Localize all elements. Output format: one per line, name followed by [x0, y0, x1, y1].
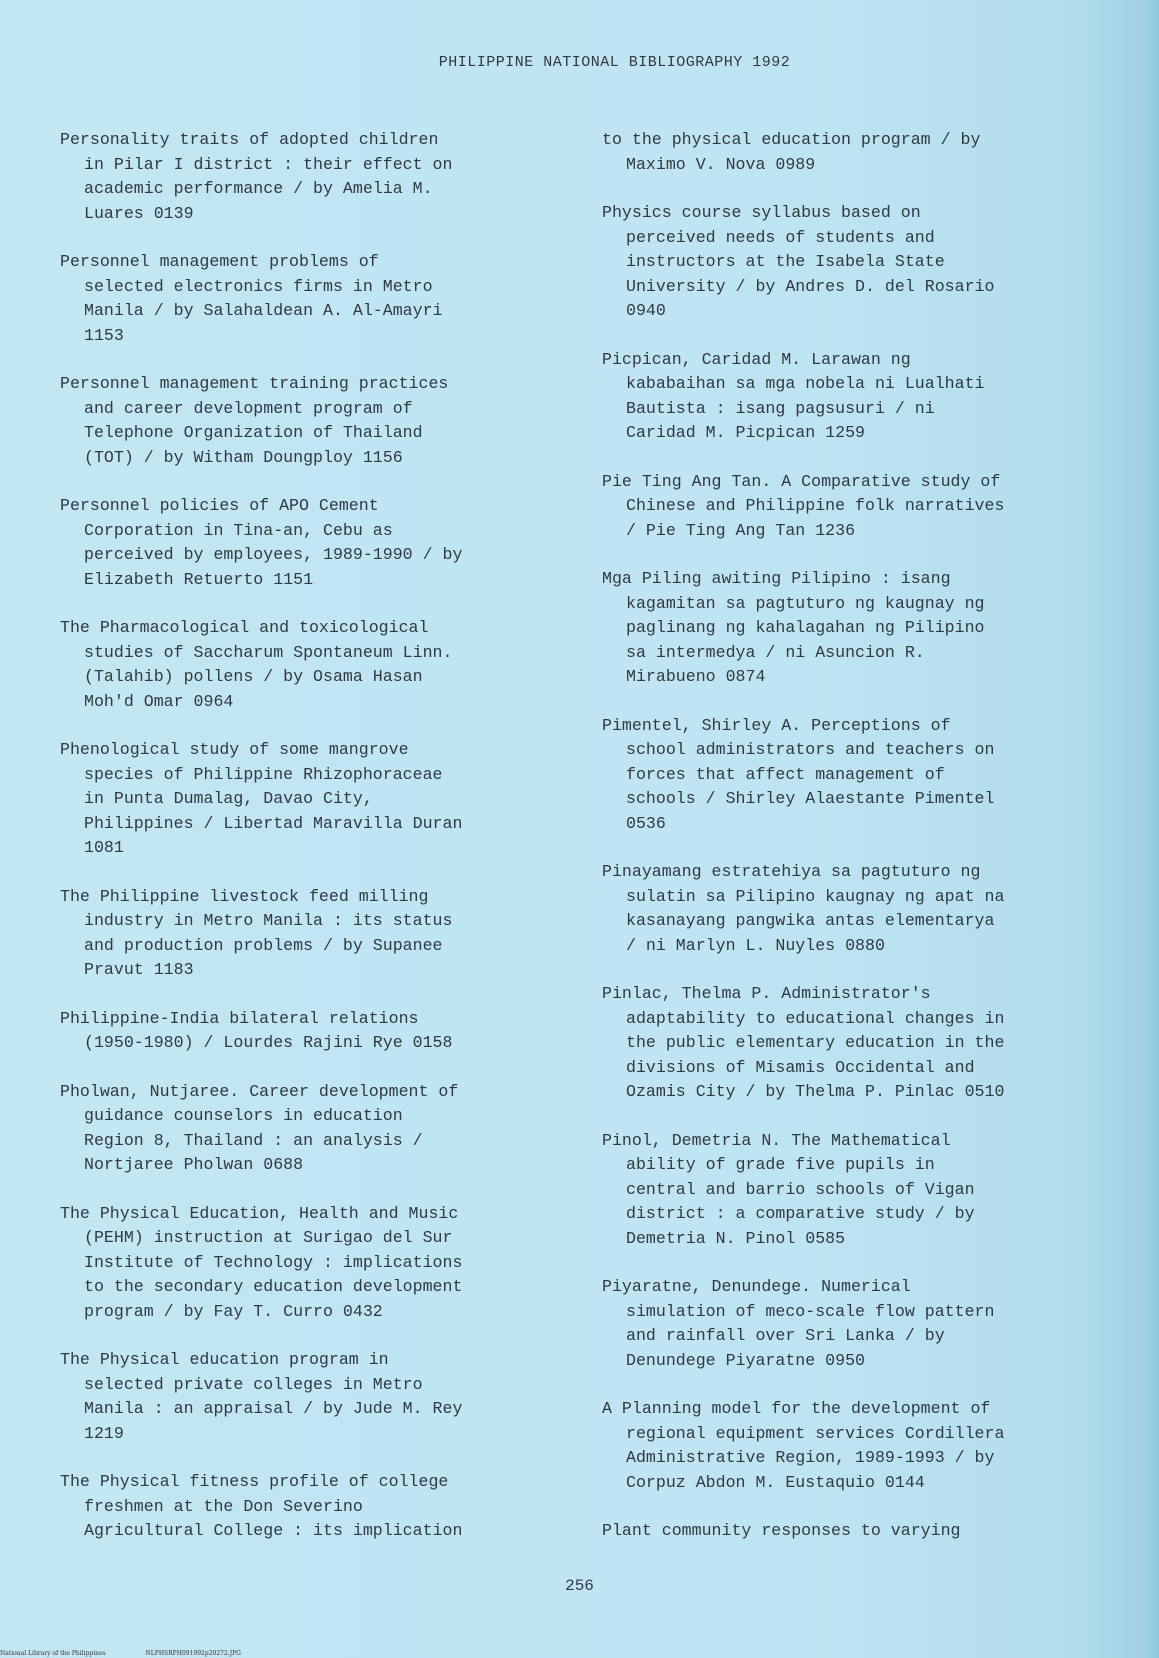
page-edge-shadow — [1145, 0, 1159, 1658]
bibliography-entry: The Physical Education, Health and Music (PEHM) instruction at Surigao del Sur Institute of Technology : implications to the secondary education development program / by Fay T. Curro 0432 — [60, 1203, 463, 1321]
footer-source: National Library of the Philippines — [0, 1650, 106, 1657]
bibliography-entry: Pinlac, Thelma P. Administrator's adaptability to educational changes in the public elementary education in the divisions of Misamis Occidental and Ozamis City / by Thelma P. Pinlac 0510 — [602, 984, 1005, 1101]
right-column — [602, 128, 1092, 1568]
bibliography-entry: Personnel policies of APO Cement Corporation in Tina-an, Cebu as perceived by employees, 1989-1990 / by Elizabeth Retuerto 1151 — [60, 496, 463, 589]
bibliography-entry: Mga Piling awiting Pilipino : isang kagamitan sa pagtuturo ng kaugnay ng paglinang ng kahalagahan ng Pilipino sa intermedya / ni Asuncion R. Mirabueno 0874 — [602, 569, 985, 686]
bibliography-entry: The Pharmacological and toxicological studies of Saccharum Spontaneum Linn. (Talahib) pollens / by Osama Hasan Moh'd Omar 0964 — [60, 618, 453, 711]
bibliography-entry: A Planning model for the development of regional equipment services Cordillera Administrative Region, 1989-1993 / by Corpuz Abdon M. Eustaquio 0144 — [602, 1399, 1005, 1492]
page-number: 256 — [565, 1577, 594, 1595]
scan-footer — [0, 1650, 241, 1657]
bibliography-entry: The Physical fitness profile of college freshmen at the Don Severino Agricultural College : its implication — [60, 1472, 463, 1540]
bibliography-entry-continued: to the physical education program / by Maximo V. Nova 0989 — [602, 130, 981, 174]
bibliography-entry: Pie Ting Ang Tan. A Comparative study of Chinese and Philippine folk narratives / Pie Ting Ang Tan 1236 — [602, 471, 1005, 540]
bibliography-entry: Pimentel, Shirley A. Perceptions of school administrators and teachers on forces that affect management of schools / Shirley Alaestante Pimentel 0536 — [602, 715, 995, 833]
bibliography-entry: Piyaratne, Denundege. Numerical simulation of meco-scale flow pattern and rainfall over Sri Lanka / by Denundege Piyaratne 0950 — [602, 1277, 995, 1370]
bibliography-entry: Phenological study of some mangrove species of Philippine Rhizophoraceae in Punta Dumalag, Davao City, Philippines / Libertad Maravilla Duran 1081 — [60, 740, 463, 857]
bibliography-entry: Personnel management problems of selected electronics firms in Metro Manila / by Salahaldean A. Al-Amayri 1153 — [60, 252, 443, 345]
bibliography-entry: The Philippine livestock feed milling industry in Metro Manila : its status and production problems / by Supanee Pravut 1183 — [60, 886, 453, 979]
bibliography-entry: Philippine-India bilateral relations (1950-1980) / Lourdes Rajini Rye 0158 — [60, 1008, 453, 1052]
bibliography-entry: Pinayamang estratehiya sa pagtuturo ng sulatin sa Pilipino kaugnay ng apat na kasanayang pangwika antas elementarya / ni Marlyn L. Nuyles 0880 — [602, 862, 1005, 955]
footer-file: NLPHSRPH091992p20272.JPG — [145, 1650, 241, 1657]
bibliography-entry: Physics course syllabus based on perceived needs of students and instructors at the Isabela State University / by Andres D. del Rosario 0940 — [602, 203, 995, 320]
bibliography-entry: Plant community responses to varying — [602, 1521, 961, 1540]
bibliography-entry: Pholwan, Nutjaree. Career development of guidance counselors in education Region 8, Thailand : an analysis / Nortjaree Pholwan 0688 — [60, 1081, 459, 1174]
bibliography-entry: Pinol, Demetria N. The Mathematical ability of grade five pupils in central and barrio schools of Vigan district : a comparative study / by Demetria N. Pinol 0585 — [602, 1130, 975, 1248]
bibliography-entry: Picpican, Caridad M. Larawan ng kababaihan sa mga nobela ni Lualhati Bautista : isang pagsusuri / ni Caridad M. Picpican 1259 — [602, 349, 985, 442]
bibliography-entry: Personnel management training practices and career development program of Telephone Organization of Thailand (TOT) / by Witham Doungploy 1156 — [60, 374, 449, 467]
bibliography-entry: The Physical education program in selected private colleges in Metro Manila : an appraisal / by Jude M. Rey 1219 — [60, 1350, 463, 1443]
page-title: PHILIPPINE NATIONAL BIBLIOGRAPHY 1992 — [438, 54, 791, 71]
bibliography-entry: Personality traits of adopted children in Pilar I district : their effect on academic performance / by Amelia M. Luares 0139 — [60, 130, 453, 223]
left-column — [60, 128, 550, 1568]
